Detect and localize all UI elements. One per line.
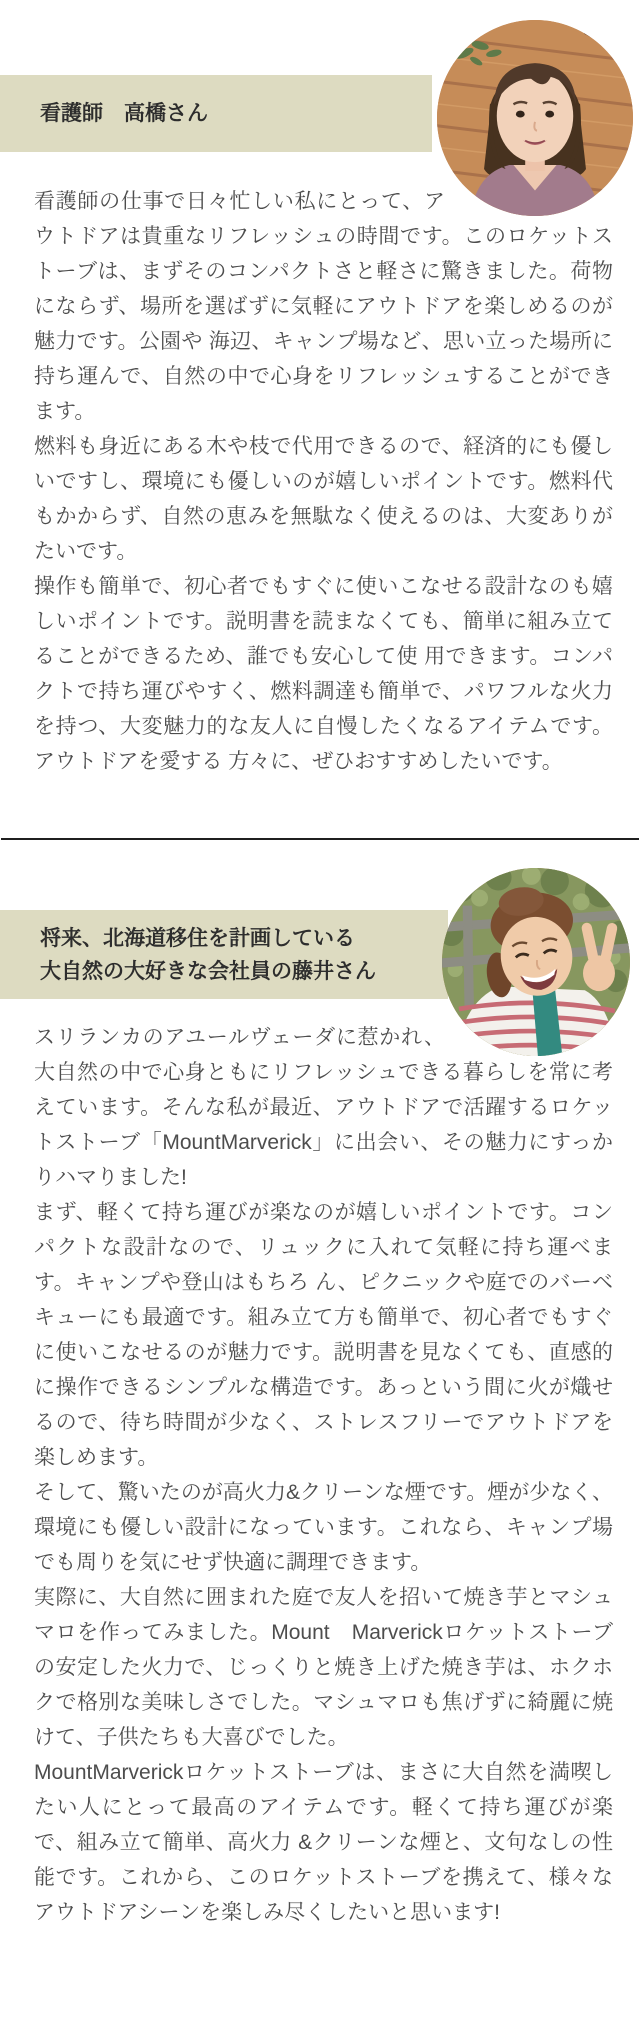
testimonial-paragraph: 実際に、大自然に囲まれた庭で友人を招いて焼き芋とマシュマロを作ってみました。Mount Marverickロケットストーブの安定した火力で、じっくりと焼き上げた焼き芋は、ホクホクで格別な美味しさでした。マシュマロも焦げずに綺麗に焼けて、子供たちも大喜びでした。 (34, 1586, 613, 1749)
testimonial-paragraph: そして、驚いたのが高火力&クリーンな煙です。煙が少なく、環境にも優しい設計になっています。これなら、キャンプ場でも周りを気にせず快適に調理できます。 (34, 1481, 613, 1574)
reviewer-name-label: 大自然の大好きな会社員の藤井さん (40, 959, 376, 983)
testimonial-paragraph: 燃料も身近にある木や枝で代用できるので、経済的にも優しいですし、環境にも優しいのが嬉しいポイントです。燃料代もかからず、自然の恵みを無駄なく使えるのは、大変ありがたいです。 (34, 435, 613, 563)
reviewer-name-label: 看護師 高橋さん (40, 102, 208, 125)
testimonial-paragraph: 操作も簡単で、初心者でもすぐに使いこなせる設計なのも嬉しいポイントです。説明書を読まなくても、簡単に組み立てることができるため、誰でも安心して使 用できます。コンパクトで持ち運びやすく、燃料調達も簡単で、パワフルな火力 を持つ、大変魅力的な友人に自慢したくなるアイテムです。アウトドアを愛する 方々に、ぜひおすすめしたいです。 (34, 575, 634, 773)
reviewer-title-box (0, 910, 448, 999)
testimonial-section-fujii (0, 840, 640, 2020)
paragraph-text: 看護師の仕事で日々忙しい私にとって、アウトドアは貴重なリフレッシュの時間です。このロケットストーブは、まずそのコンパクトさと軽さに驚きました。荷物にならず、場所を選ばずに気軽にアウトドアを楽しめるのが魅力です。公園や 海辺、キャンプ場など、思い立った場所に持ち運んで、自然の中で心身をリフレッシュすることができます。 (34, 190, 613, 423)
testimonial-paragraph (34, 184, 613, 429)
testimonial-paragraph: まず、軽くて持ち運びが楽なのが嬉しいポイントです。コンパクトな設計なので、リュックに入れて気軽に持ち運べます。キャンプや登山はもちろ ん、ピクニックや庭でのバーベキューにも最適です。組み立て方も簡単で、初心者でもすぐに使いこなせるのが魅力です。説明書を見なくても、直感的に操作できるシンプルな構造です。あっという間に火が熾せるので、待ち時間が少なく、ストレスフリーでアウトドアを楽しめます。 (34, 1201, 613, 1469)
avatar-wrap-spacer (445, 184, 613, 219)
paragraph-text: スリランカのアユールヴェーダに惹かれ、大自然の中で心身ともにリフレッシュできる暮らしを常に考えています。そんな私が最近、アウトドアで活躍するロケットストーブ「MountMarverick」に出会い、その魅力にすっかりハマりました! (34, 1026, 613, 1189)
testimonial-paragraph (34, 1020, 613, 1195)
avatar-wrap-spacer (445, 1020, 613, 1055)
testimonial-paragraph: MountMarverickロケットストーブは、まさに大自然を満喫したい人にとって最高のアイテムです。軽くて持ち運びが楽で、組み立て簡単、高火力 &クリーンな煙と、文句なしの性能です。これから、このロケットストーブを携えて、様々なアウトドアシーンを楽しみ尽くしたいと思います! (34, 1761, 613, 1924)
testimonial-section-takahashi (0, 0, 640, 838)
testimonial-body-fujii (34, 1020, 613, 1930)
reviewer-title-box (0, 75, 432, 152)
testimonial-body-takahashi (34, 184, 634, 779)
reviewer-description-label: 将来、北海道移住を計画している (40, 926, 355, 950)
